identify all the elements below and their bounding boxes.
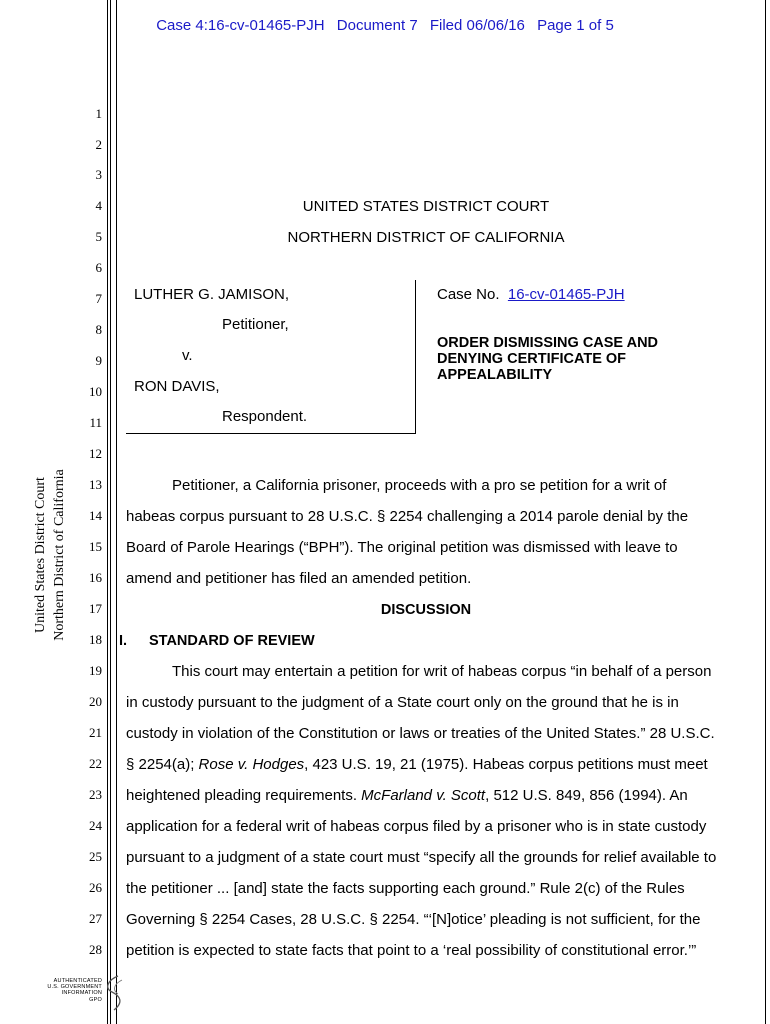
sidebar-district-name: Northern District of California (52, 469, 67, 641)
case-citation-rose: Rose v. Hodges (198, 756, 305, 773)
line-number: 26 (89, 880, 102, 895)
gpo-authentication-logo (38, 974, 128, 1014)
body-line (126, 787, 688, 805)
citation-text: , 512 U.S. 849, 856 (1994). An (485, 787, 688, 804)
citation-text: heightened pleading requirements. (126, 787, 362, 804)
filed-date-stamp: Filed 06/06/16 (429, 17, 525, 34)
line-number: 21 (89, 725, 102, 740)
body-line: petition is expected to state facts that point to a ‘real possibility of constitutional error.’” (126, 942, 697, 959)
citation-text: § 2254(a); (126, 756, 199, 773)
section-heading (119, 632, 315, 650)
line-number: 2 (95, 137, 102, 152)
case-number-line (437, 286, 625, 304)
left-margin-rule-3 (116, 0, 117, 1024)
gpo-logo-line: U.S. GOVERNMENT (47, 984, 102, 991)
line-number: 10 (89, 384, 102, 399)
body-line: Petitioner, a California prisoner, proceeds with a pro se petition for a writ of (172, 477, 667, 494)
court-district: NORTHERN DISTRICT OF CALIFORNIA (287, 229, 565, 246)
line-number: 27 (89, 911, 102, 926)
line-number: 5 (95, 229, 102, 244)
line-number: 3 (95, 167, 102, 182)
body-line: Board of Parole Hearings (“BPH”). The original petition was dismissed with leave to (126, 539, 678, 556)
line-number: 28 (89, 942, 102, 957)
respondent-role: Respondent. (222, 408, 308, 425)
respondent-name: RON DAVIS, (134, 378, 220, 395)
line-number: 19 (89, 663, 102, 678)
line-number: 1 (95, 106, 102, 121)
left-margin-rule-1 (107, 0, 108, 1024)
case-number-stamp: Case 4:16-cv-01465-PJH (156, 17, 325, 34)
gpo-logo-line: GPO (89, 996, 102, 1003)
line-number: 12 (89, 446, 102, 461)
line-number: 9 (95, 353, 102, 368)
body-line: the petitioner ... [and] state the facts supporting each ground.” Rule 2(c) of the Rules (126, 880, 685, 897)
line-number: 25 (89, 849, 102, 864)
section-number: I. (119, 633, 128, 649)
line-number: 22 (89, 756, 102, 771)
order-title-line: DENYING CERTIFICATE OF (437, 351, 627, 367)
gpo-logo-line: AUTHENTICATED (53, 978, 102, 984)
body-line: Governing § 2254 Cases, 28 U.S.C. § 2254. “‘[N]otice’ pleading is not sufficient, for the (126, 911, 701, 928)
versus-label: v. (182, 347, 193, 364)
gpo-logo-line: INFORMATION (61, 990, 102, 997)
case-number-label: Case No. (437, 286, 500, 303)
line-number: 17 (89, 601, 102, 616)
order-title-line: ORDER DISMISSING CASE AND (437, 335, 659, 351)
gpo-logo-text (38, 978, 102, 1003)
line-number: 18 (89, 632, 102, 647)
line-number: 24 (89, 818, 102, 833)
left-margin-rule-2 (110, 0, 111, 1024)
body-line: amend and petitioner has filed an amended petition. (126, 570, 472, 587)
line-number: 7 (95, 291, 102, 306)
line-number: 20 (89, 694, 102, 709)
body-line: in custody pursuant to the judgment of a State court only on the ground that he is in (126, 694, 679, 711)
body-line: habeas corpus pursuant to 28 U.S.C. § 2254 challenging a 2014 parole denial by the (126, 508, 689, 525)
court-sidebar-label (31, 469, 69, 640)
petitioner-name: LUTHER G. JAMISON, (134, 286, 290, 303)
order-title-line: APPEALABILITY (437, 367, 553, 383)
section-title: STANDARD OF REVIEW (149, 633, 315, 649)
line-number: 4 (95, 198, 102, 213)
body-line (126, 756, 708, 774)
body-line: application for a federal writ of habeas corpus filed by a prisoner who is in state custody (126, 818, 707, 835)
sidebar-court-name: United States District Court (33, 477, 48, 633)
citation-text: , 423 U.S. 19, 21 (1975). Habeas corpus petitions must meet (304, 756, 708, 773)
gpo-eagle-mark-icon (100, 974, 130, 1014)
line-number: 16 (89, 570, 102, 585)
case-number-link[interactable]: 16-cv-01465-PJH (507, 286, 625, 303)
court-name: UNITED STATES DISTRICT COURT (302, 198, 550, 215)
discussion-heading: DISCUSSION (380, 602, 472, 618)
line-number: 6 (95, 260, 102, 275)
line-number: 14 (89, 508, 102, 523)
page-count-stamp: Page 1 of 5 (537, 17, 614, 34)
order-title (437, 335, 717, 383)
case-citation-mcfarland: McFarland v. Scott (361, 787, 486, 804)
body-line: This court may entertain a petition for writ of habeas corpus “in behalf of a person (172, 663, 712, 680)
line-number: 23 (89, 787, 102, 802)
line-number: 13 (89, 477, 102, 492)
body-line: custody in violation of the Constitution or laws or treaties of the United States.” 28 U.S.C. (126, 725, 715, 742)
petitioner-role: Petitioner, (222, 316, 289, 333)
line-number: 8 (95, 322, 102, 337)
line-number: 11 (89, 415, 102, 430)
document-number-stamp: Document 7 (336, 17, 418, 34)
body-line: pursuant to a judgment of a state court must “specify all the grounds for relief available to (126, 849, 717, 866)
line-number: 15 (89, 539, 102, 554)
right-margin-rule (765, 0, 766, 1024)
